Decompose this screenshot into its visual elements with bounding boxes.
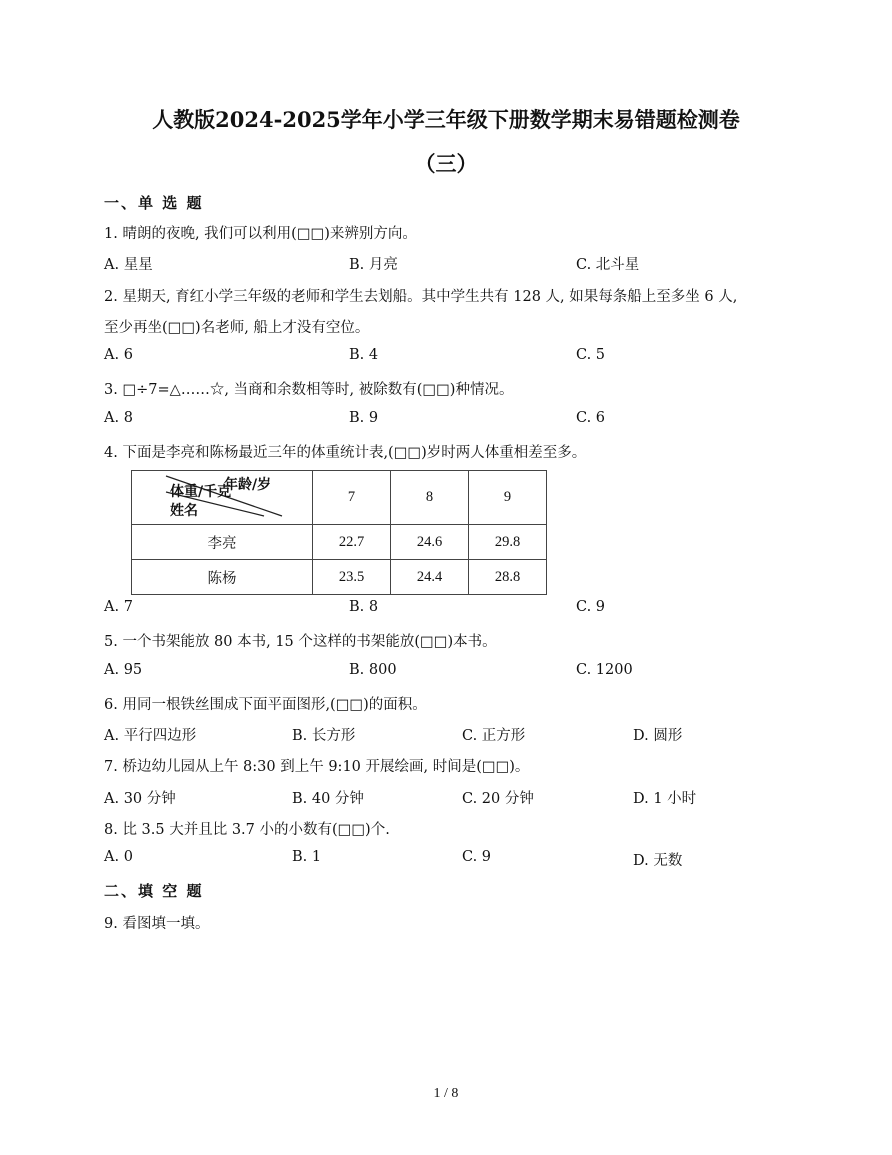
table-cell: 29.8 xyxy=(469,525,547,560)
q6-option-d: D. 圆形 xyxy=(633,728,683,744)
age-7-header: 7 xyxy=(313,471,391,525)
table-cell: 24.4 xyxy=(391,560,469,595)
table-cell: 22.7 xyxy=(313,525,391,560)
title-line-1: 人教版2024-2025学年小学三年级下册数学期末易错题检测卷 xyxy=(152,107,740,132)
row-name: 陈杨 xyxy=(132,560,313,595)
question-5: 5. 一个书架能放 80 本书, 15 个这样的书架能放(□□)本书。 xyxy=(104,634,497,650)
q2-option-b: B. 4 xyxy=(349,347,379,363)
table-cell: 23.5 xyxy=(313,560,391,595)
question-7: 7. 桥边幼儿园从上午 8:30 到上午 9:10 开展绘画, 时间是(□□)。 xyxy=(104,759,530,775)
q3-option-a: A. 8 xyxy=(104,410,133,426)
table-cell: 28.8 xyxy=(469,560,547,595)
title-line-2: （三） xyxy=(414,151,478,176)
question-4: 4. 下面是李亮和陈杨最近三年的体重统计表,(□□)岁时两人体重相差至多。 xyxy=(104,445,587,461)
row-name: 李亮 xyxy=(132,525,313,560)
question-9: 9. 看图填一填。 xyxy=(104,916,210,932)
page-number: 1 / 8 xyxy=(433,1086,459,1101)
q4-option-c: C. 9 xyxy=(576,599,606,615)
q1-option-b: B. 月亮 xyxy=(349,257,398,273)
q3-option-b: B. 9 xyxy=(349,410,379,426)
q7-option-d: D. 1 小时 xyxy=(633,791,697,807)
weight-table-header-row xyxy=(132,471,547,525)
header-weight-label: 体重/千克 xyxy=(170,483,232,500)
age-9-header: 9 xyxy=(469,471,547,525)
q6-option-a: A. 平行四边形 xyxy=(104,728,197,744)
q8-option-b: B. 1 xyxy=(292,849,322,865)
q2-option-a: A. 6 xyxy=(104,347,133,363)
q7-option-b: B. 40 分钟 xyxy=(292,791,364,807)
q5-option-c: C. 1200 xyxy=(576,662,633,678)
q4-option-b: B. 8 xyxy=(349,599,379,615)
question-8: 8. 比 3.5 大并且比 3.7 小的小数有(□□)个. xyxy=(104,822,390,838)
question-2-line-1: 2. 星期天, 育红小学三年级的老师和学生去划船。其中学生共有 128 人, 如果每条船上至多坐 6 人, xyxy=(104,289,738,305)
table-row xyxy=(132,525,547,560)
q1-option-c: C. 北斗星 xyxy=(576,257,640,273)
q5-option-b: B. 800 xyxy=(349,662,397,678)
weight-table-diagonal-header xyxy=(132,471,313,525)
section-heading-fill-blank: 二、填 空 题 xyxy=(104,882,204,900)
question-6: 6. 用同一根铁丝围成下面平面图形,(□□)的面积。 xyxy=(104,697,427,713)
section-heading-single-choice: 一、单 选 题 xyxy=(104,194,204,212)
q6-option-b: B. 长方形 xyxy=(292,728,356,744)
q8-option-c: C. 9 xyxy=(462,849,492,865)
q2-option-c: C. 5 xyxy=(576,347,606,363)
question-1: 1. 晴朗的夜晚, 我们可以利用(□□)来辨别方向。 xyxy=(104,226,417,242)
table-cell: 24.6 xyxy=(391,525,469,560)
header-name-label: 姓名 xyxy=(170,502,198,519)
age-8-header: 8 xyxy=(391,471,469,525)
q6-option-c: C. 正方形 xyxy=(462,728,526,744)
q4-option-a: A. 7 xyxy=(104,599,133,615)
q5-option-a: A. 95 xyxy=(104,662,143,678)
weight-table xyxy=(131,470,547,595)
q7-option-a: A. 30 分钟 xyxy=(104,791,176,807)
q3-option-c: C. 6 xyxy=(576,410,606,426)
header-age-label: 年龄/岁 xyxy=(224,476,272,493)
q1-option-a: A. 星星 xyxy=(104,257,153,273)
q7-option-c: C. 20 分钟 xyxy=(462,791,534,807)
q8-option-d: D. 无数 xyxy=(633,853,683,869)
question-3: 3. □÷7=△……☆, 当商和余数相等时, 被除数有(□□)种情况。 xyxy=(104,382,514,398)
q8-option-a: A. 0 xyxy=(104,849,133,865)
table-row xyxy=(132,560,547,595)
question-2-line-2: 至少再坐(□□)名老师, 船上才没有空位。 xyxy=(104,320,370,336)
